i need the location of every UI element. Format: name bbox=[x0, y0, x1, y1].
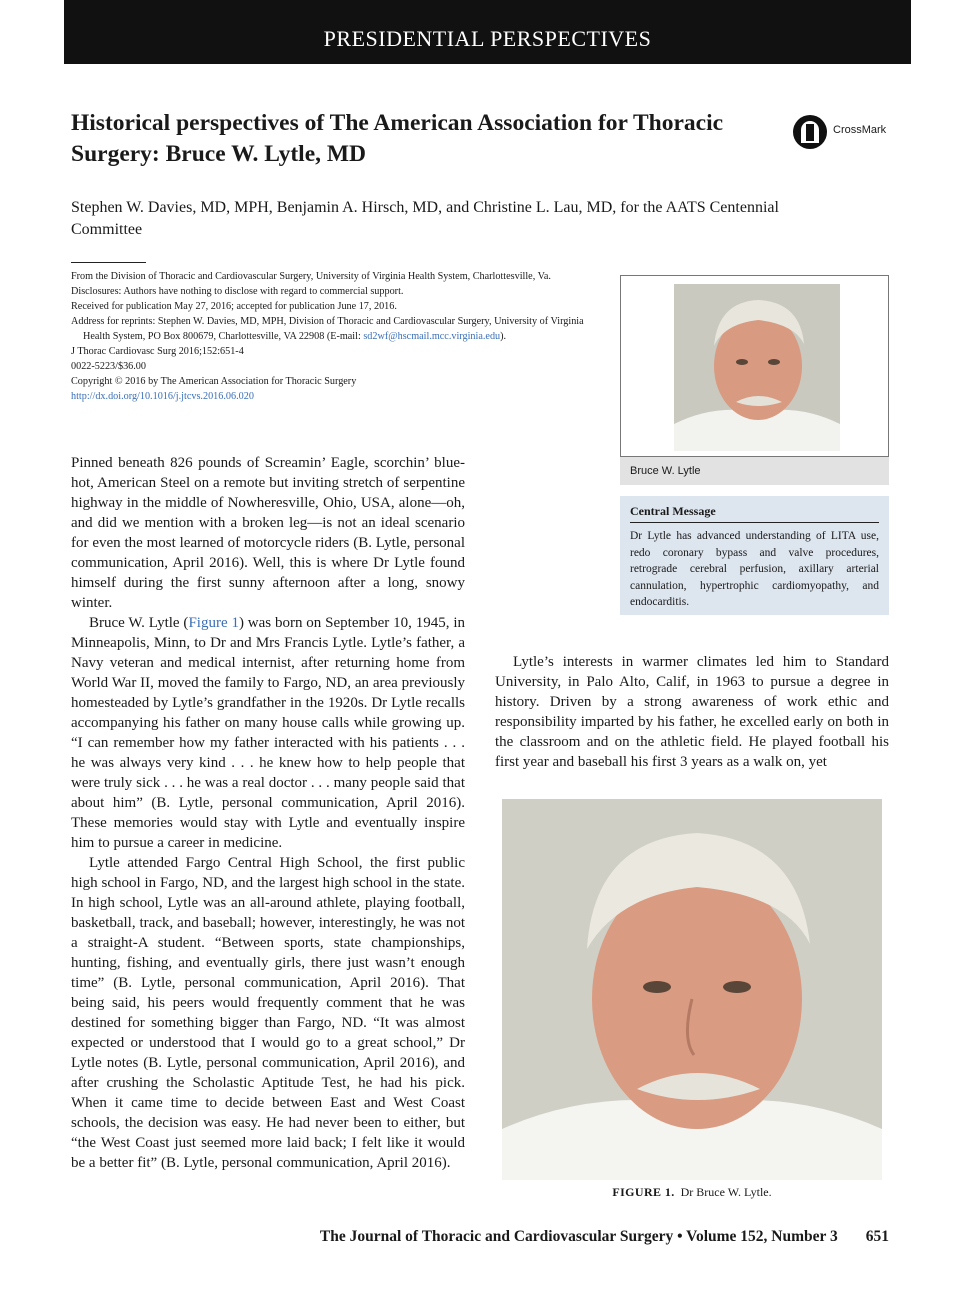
bookmark-icon bbox=[806, 124, 814, 141]
author-list: Stephen W. Davies, MD, MPH, Benjamin A. Hirsch, MD, and Christine L. Lau, MD, for the AATS Centennial Committee bbox=[71, 199, 779, 238]
body-left-column bbox=[71, 453, 465, 1173]
body-paragraph bbox=[71, 613, 465, 853]
paragraph-text: Bruce W. Lytle ( bbox=[89, 615, 189, 631]
body-paragraph: Lytle’s interests in warmer climates led him to Standard University, in Palo Alto, Calif, in 1963 to pursue a degree in history. Driven by a strong awareness of work ethic and responsibility imparted by his father, he excelled early on both in the classroom and on the athletic field. He played football his first year and baseball his first 3 years as a walk on, yet bbox=[495, 654, 889, 770]
footnote-divider bbox=[71, 262, 146, 263]
sidebar-photo-frame bbox=[620, 275, 889, 457]
paragraph-text: ) was born on September 10, 1945, in Minneapolis, Minn, to Dr and Mrs Francis Lytle. Lytle’s father, a Navy veteran and medical internist, after returning home from World War II, moved the family to Fargo, ND, an area previously homesteaded by Lytle’s grandfather in the 1920s. Dr Lytle recalls accompanying his father on many house calls while growing up. “I can remember how my father interacted with his patients . . . he was always very kind . . . he knew how to help people that were truly sick . . . he was a real doctor . . . many people said that about him” (B. Lytle, personal communication, April 2016). These memories would stay with Lytle and eventually inspire him to pursue a career in medicine. bbox=[71, 615, 465, 851]
copyright-note: Copyright © 2016 by The American Association for Thoracic Surgery bbox=[71, 376, 357, 387]
body-right-column bbox=[495, 652, 889, 772]
body-paragraph: Pinned beneath 826 pounds of Screamin’ Eagle, scorchin’ blue-hot, American Steel on a remote but inviting stretch of serpentine highway in the middle of Nowheresville, Ohio, USA, alone—oh, and did we mention with a broken leg—is not an ideal scenario for even the most learned of motorcycle riders (B. Lytle, personal communication, April 2016). Well, this is where Dr Lytle found himself during the first sunny afternoon after a long, snowy winter. bbox=[71, 455, 465, 611]
affiliation-note: From the Division of Thoracic and Cardiovascular Surgery, University of Virginia Health System, Charlottesville, Va. bbox=[71, 271, 551, 282]
page-footer bbox=[240, 1228, 889, 1246]
body-paragraph: Lytle attended Fargo Central High School, the first public high school in Fargo, ND, and the largest high school in the state. In high school, Lytle was an all-around athlete, playing football, basketball, track, and baseball; however, interestingly, he was not a straight-A student. “Between sports, state championships, hunting, fishing, and eventually girls, there just wasn’t enough time” (B. Lytle, personal communication, April 2016). That being said, his peers would frequently comment that he was destined for something bigger than Fargo, ND. “It was almost expected or understood that I would go to a great school,” Dr Lytle notes (B. Lytle, personal communication, April 2016), and after crushing the Scholastic Aptitude Test, he had his pick. When it came time to decide between East and West Coast schools, the decision was easy. He had never been to either, but “the West Coast just seemed more laid back; I felt like it would be a better fit” (B. Lytle, personal communication, April 2016). bbox=[71, 855, 465, 1171]
sidebar-photo-caption-text: Bruce W. Lytle bbox=[630, 465, 701, 477]
sidebar-photo-caption bbox=[620, 457, 889, 485]
crossmark-label: CrossMark bbox=[833, 124, 887, 136]
sidebar-portrait-image bbox=[674, 284, 840, 451]
central-message-text: Dr Lytle has advanced understanding of LITA use, redo coronary bypass and valve procedures, retrograde cerebral perfusion, axillary arterial cannulation, hypertrophic cardiomyopathy, and endocarditis. bbox=[630, 530, 879, 609]
issn-note: 0022-5223/$36.00 bbox=[71, 361, 146, 372]
figure-1-image bbox=[502, 799, 882, 1180]
page-number: 651 bbox=[865, 1228, 889, 1245]
citation-note: J Thorac Cardiovasc Surg 2016;152:651-4 bbox=[71, 346, 244, 357]
reprint-address-note bbox=[71, 314, 601, 344]
footnotes bbox=[71, 269, 601, 404]
reprint-address-text: Address for reprints: Stephen W. Davies, MD, MPH, Division of Thoracic and Cardiovascular Surgery, University of Virginia Health System, PO Box 800679, Charlottesville, VA 22908 (E-mail: bbox=[71, 316, 584, 342]
reprint-address-end: ). bbox=[500, 331, 507, 342]
doi-link[interactable]: http://dx.doi.org/10.1016/j.jtcvs.2016.06.020 bbox=[71, 391, 254, 402]
figure-1-link[interactable]: Figure 1 bbox=[188, 615, 239, 631]
crossmark-badge[interactable] bbox=[793, 115, 903, 151]
figure-caption bbox=[495, 1185, 889, 1200]
central-message-box bbox=[620, 496, 889, 615]
disclosures-note: Disclosures: Authors have nothing to disclose with regard to commercial support. bbox=[71, 286, 404, 297]
figure-caption-text: Dr Bruce W. Lytle. bbox=[680, 1185, 772, 1199]
received-note: Received for publication May 27, 2016; accepted for publication June 17, 2016. bbox=[71, 301, 397, 312]
figure-label: FIGURE 1. bbox=[612, 1185, 675, 1199]
section-banner: PRESIDENTIAL PERSPECTIVES bbox=[64, 0, 911, 64]
central-message-title: Central Message bbox=[630, 504, 879, 523]
journal-footer: The Journal of Thoracic and Cardiovascular Surgery • Volume 152, Number 3 bbox=[319, 1228, 838, 1245]
article-title: Historical perspectives of The American Association for Thoracic Surgery: Bruce W. Lytle, MD bbox=[71, 110, 724, 167]
email-link[interactable]: sd2wf@hscmail.mcc.virginia.edu bbox=[363, 331, 501, 342]
